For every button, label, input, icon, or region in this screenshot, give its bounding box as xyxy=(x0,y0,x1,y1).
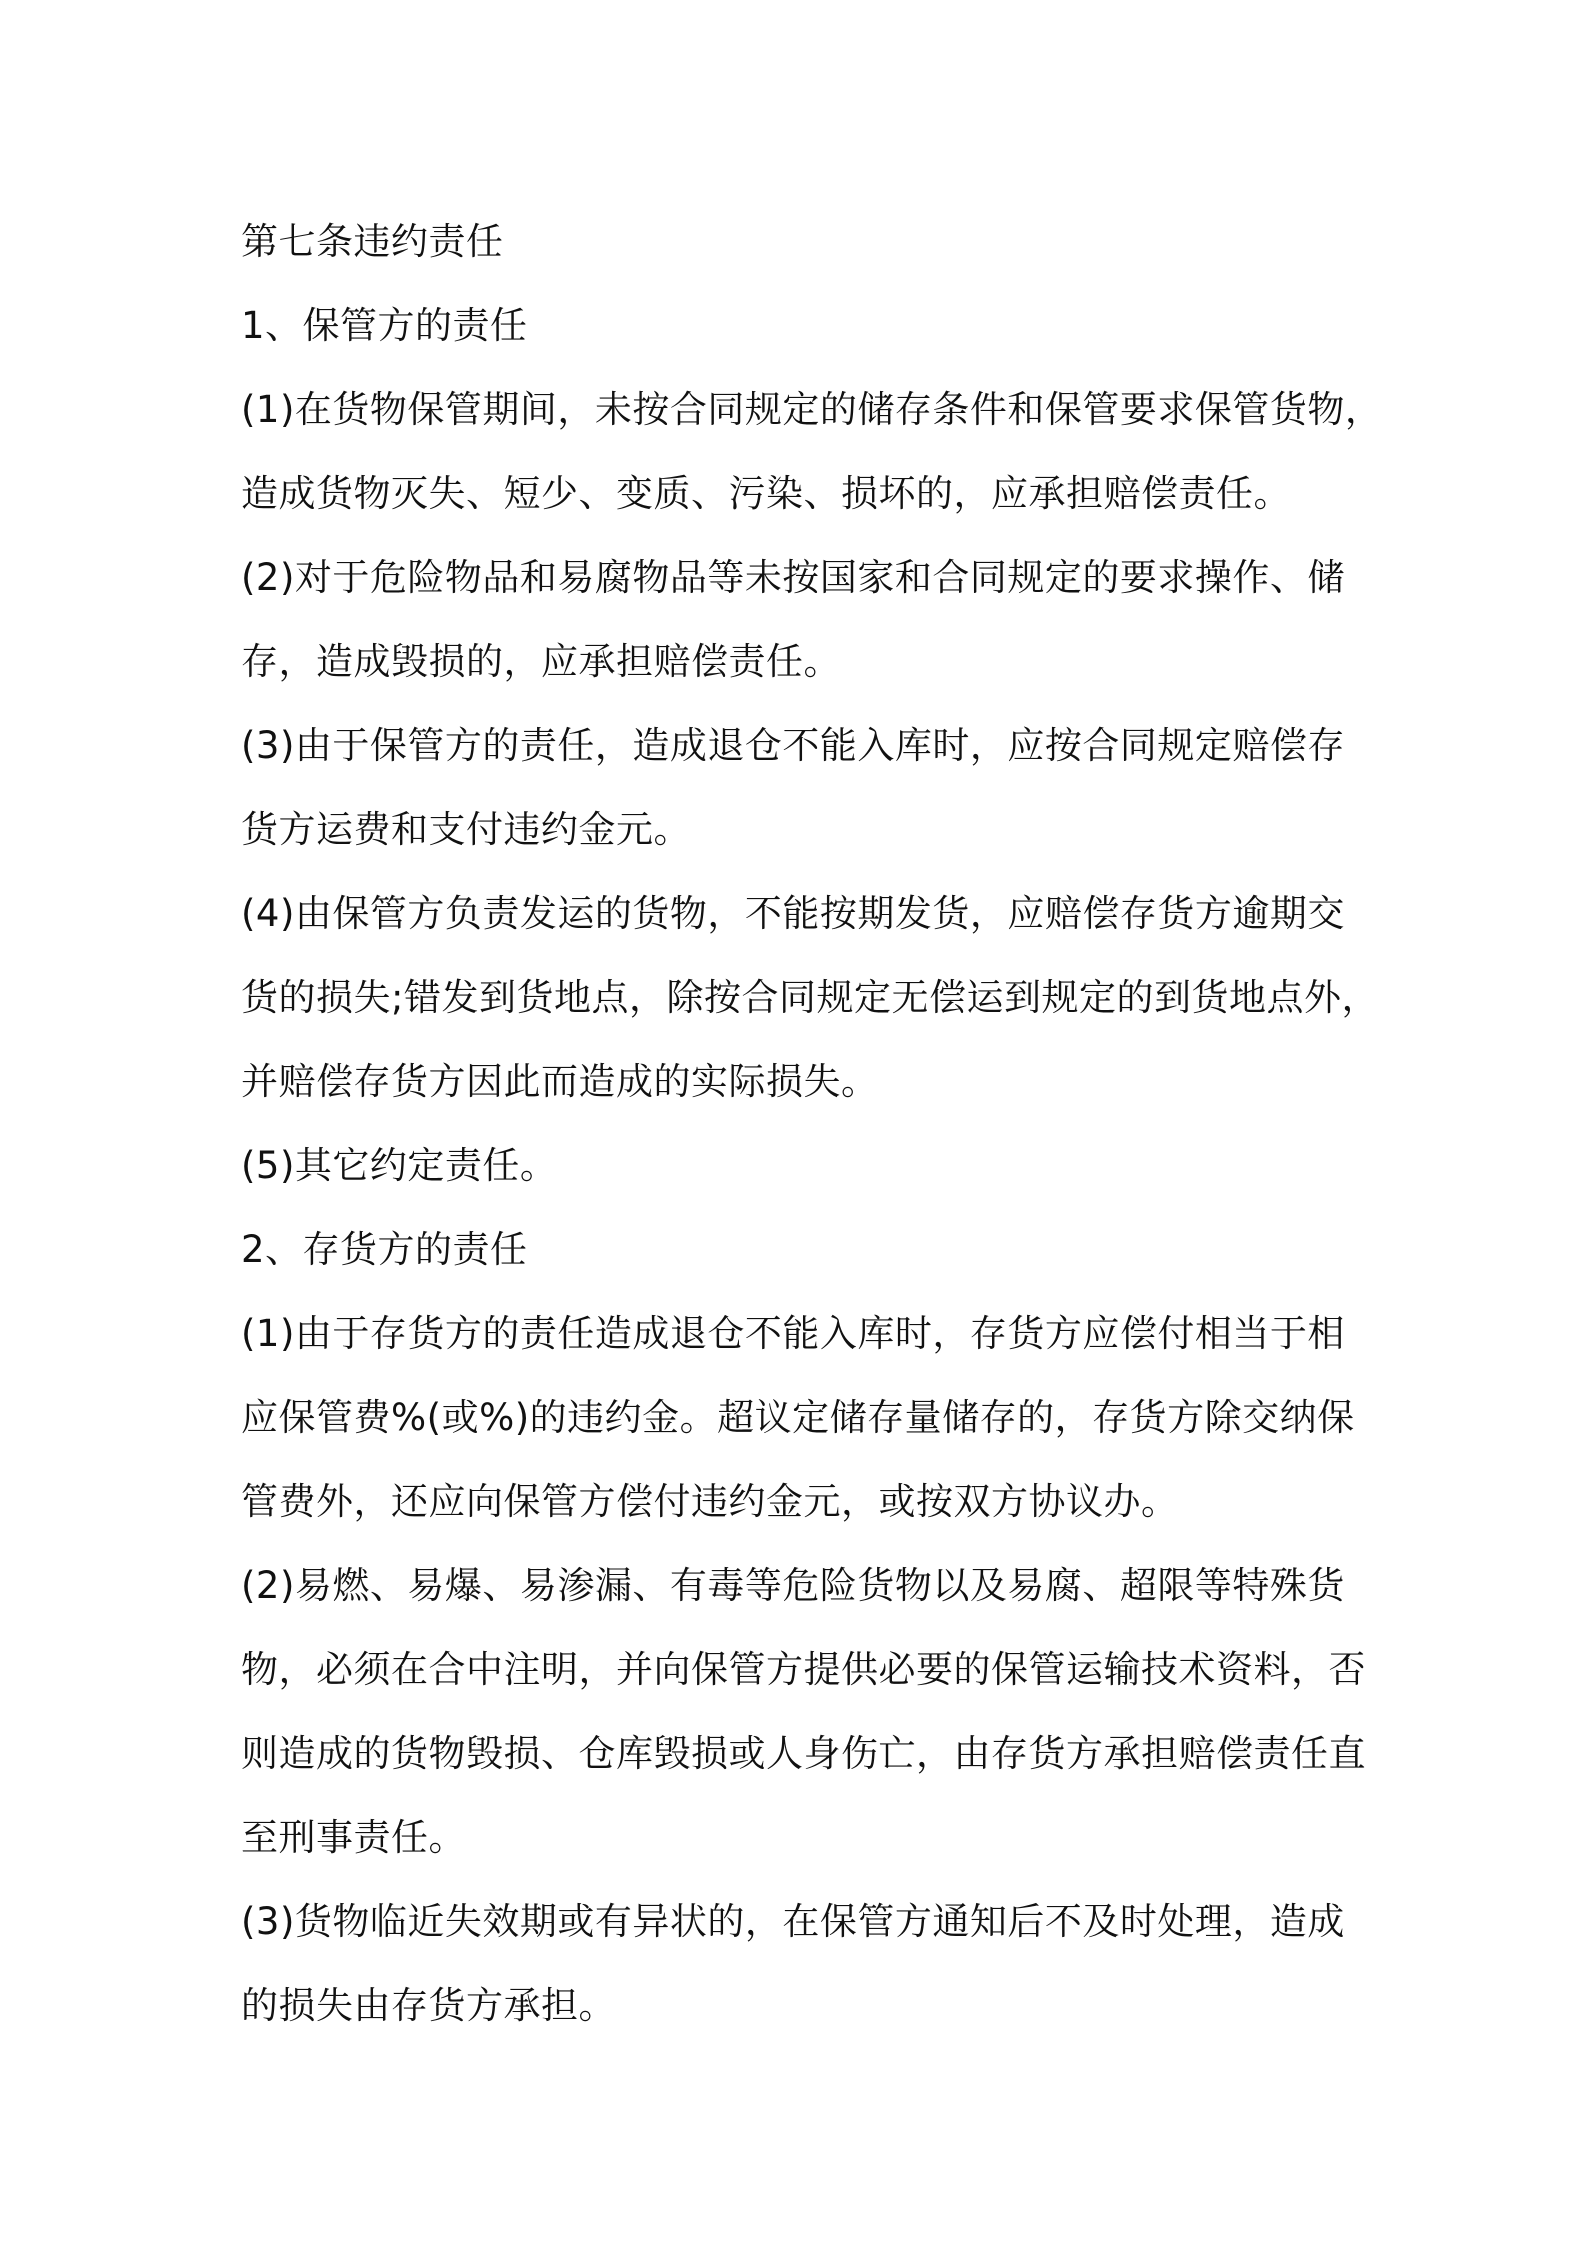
clause-line: (3)货物临近失效期或有异状的，在保管方通知后不及时处理，造成 xyxy=(241,1900,1345,1943)
clause-line: 至刑事责任。 xyxy=(241,1816,466,1859)
clause-custodian-2 xyxy=(241,536,1371,704)
clause-line: (5)其它约定责任。 xyxy=(241,1144,558,1187)
clause-depositor-2 xyxy=(241,1544,1371,1880)
section-heading-custodian: 1、保管方的责任 xyxy=(241,304,528,347)
clause-line: 货方运费和支付违约金元。 xyxy=(241,808,691,851)
clause-line: 并赔偿存货方因此而造成的实际损失。 xyxy=(241,1060,879,1103)
article-title: 第七条违约责任 xyxy=(241,220,504,263)
clause-line: (1)由于存货方的责任造成退仓不能入库时，存货方应偿付相当于相 xyxy=(241,1312,1345,1355)
clause-line: (4)由保管方负责发运的货物，不能按期发货，应赔偿存货方逾期交 xyxy=(241,892,1345,935)
clause-line: 则造成的货物毁损、仓库毁损或人身伤亡，由存货方承担赔偿责任直 xyxy=(241,1732,1366,1775)
clause-line: (2)对于危险物品和易腐物品等未按国家和合同规定的要求操作、储 xyxy=(241,556,1345,599)
clause-custodian-3 xyxy=(241,704,1371,872)
clause-line: (3)由于保管方的责任，造成退仓不能入库时，应按合同规定赔偿存 xyxy=(241,724,1345,767)
clause-line: 管费外，还应向保管方偿付违约金元，或按双方协议办。 xyxy=(241,1480,1179,1523)
clause-custodian-5 xyxy=(241,1124,1371,1208)
clause-line: 的损失由存货方承担。 xyxy=(241,1984,616,2027)
clause-depositor-1 xyxy=(241,1292,1371,1544)
clause-line: 物，必须在合中注明，并向保管方提供必要的保管运输技术资料，否 xyxy=(241,1648,1366,1691)
section-heading-depositor: 2、存货方的责任 xyxy=(241,1228,528,1271)
clause-line: (2)易燃、易爆、易渗漏、有毒等危险货物以及易腐、超限等特殊货 xyxy=(241,1564,1345,1607)
clause-line: 应保管费%(或%)的违约金。超议定储存量储存的，存货方除交纳保 xyxy=(241,1396,1355,1439)
document-body xyxy=(241,200,1383,2048)
clause-line: 存，造成毁损的，应承担赔偿责任。 xyxy=(241,640,841,683)
clause-line: 货的损失;错发到货地点，除按合同规定无偿运到规定的到货地点外， xyxy=(241,976,1379,1019)
clause-line: (1)在货物保管期间，未按合同规定的储存条件和保管要求保管货物， xyxy=(241,388,1383,431)
clause-depositor-3 xyxy=(241,1880,1371,2048)
clause-line: 造成货物灭失、短少、变质、污染、损坏的，应承担赔偿责任。 xyxy=(241,472,1291,515)
clause-custodian-1 xyxy=(241,368,1383,536)
clause-custodian-4 xyxy=(241,872,1379,1124)
